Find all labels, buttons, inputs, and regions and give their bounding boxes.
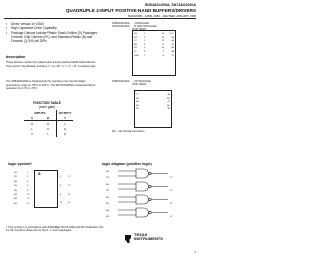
signal-name: 3B — [106, 203, 109, 205]
document-title: QUADRUPLE 2-INPUT POSITIVE-NAND BUFFERS/DRIVERS — [65, 8, 196, 13]
feature-item: ▪ High Capacitive-Drive Capability — [6, 26, 98, 30]
pin-name: 1Y — [134, 40, 137, 43]
signal-name: 2A — [14, 180, 17, 183]
pin-name: GND — [134, 54, 139, 57]
caption-line: SN54AS1000A . . . FK PACKAGE — [112, 80, 151, 83]
description-heading: description — [6, 55, 26, 59]
signal-name: 1Y — [170, 176, 173, 179]
table-cell: H — [63, 132, 67, 137]
column-header: A — [24, 115, 40, 121]
pin-number: 4 — [27, 180, 29, 183]
pin-number: 1 — [144, 33, 146, 35]
pin-name: NC — [136, 104, 140, 107]
description-paragraph: The SN54AS1000A is characterized for operation over the full military temperature range of –55°C to 125°C. The SN74AS1000A is characterized for operation from 0°C to 70°C. — [6, 80, 96, 91]
logic-symbol-heading: logic symbol† — [8, 162, 32, 166]
description-paragraph: These devices contain four independent 2-input positive-NAND buffers/drivers. They perform the Boolean functions Y = (A • B)‾ or Y = A‾ + B‾ in positive logic. — [6, 61, 97, 68]
pin-number: 5 — [27, 185, 29, 188]
pin-name: 1B — [134, 36, 137, 39]
dip-right-pin-numbers — [162, 33, 164, 58]
signal-name: 2Y — [170, 189, 173, 192]
footnote: † This symbol is in accordance with ANSI/IEEE Std 91-1984 and IEC Publication 617-12. Pin numbers shown are for the D, J, and N packages. — [6, 226, 105, 233]
feature-item: ▪ Package Options Include Plastic Small-Outline (D) Packages, Ceramic Chip Carriers (FK), and Standard Plastic (N) and Ceramic (J) 300-mil DIPs — [6, 31, 98, 44]
function-table-subtitle: (each gate) — [38, 104, 56, 109]
pin-name: 1Y — [136, 94, 139, 96]
symbol-input-names — [14, 171, 17, 206]
pin-number: 11 — [161, 43, 164, 46]
fk-note: NC – No internal connection — [112, 130, 145, 133]
symbol-output-names — [68, 173, 71, 208]
table-cell: H — [40, 121, 57, 127]
nand-gate — [118, 208, 168, 217]
signal-name: 1Y — [68, 176, 71, 178]
table-row — [24, 127, 73, 132]
dip-right-pin-names — [169, 33, 174, 58]
caption-line: SN54AS1000A . . . J PACKAGE — [112, 22, 149, 25]
table-cell: X — [40, 127, 57, 132]
pin-number: 8 — [60, 193, 62, 196]
pin-name: 4A — [167, 94, 170, 96]
fk-package-caption — [112, 80, 194, 86]
pin-name: 3B — [171, 47, 174, 50]
pin-number: 2 — [144, 36, 146, 39]
dip-left-pin-numbers — [144, 33, 145, 58]
company-logo-text — [134, 233, 163, 242]
signal-name: 4Y — [68, 202, 71, 205]
signal-name: 4Y — [170, 215, 173, 218]
signal-name: 2B — [14, 185, 17, 188]
date-line: SDAS030B – APRIL 1982 – REVISED JANUARY 1995 — [127, 14, 196, 18]
table-cell: X — [30, 132, 33, 137]
pin-number: 6 — [144, 50, 146, 53]
pin-name: VCC — [169, 33, 174, 35]
table-cell: H — [30, 121, 34, 126]
pin-number: 14 — [161, 33, 164, 35]
caption-line: SN74AS1000A . . . D OR N PACKAGE — [112, 25, 157, 29]
function-table — [24, 110, 73, 137]
pin-name: 2A — [134, 43, 137, 46]
signal-name: 1A — [14, 172, 17, 174]
nand-gate — [118, 169, 168, 178]
pin-name: 3B — [167, 108, 170, 111]
signal-name: 3B — [14, 194, 17, 197]
pin-name: 4B — [171, 36, 174, 39]
page-number: 1 — [194, 250, 196, 254]
feature-list — [6, 22, 98, 43]
pin-number: 13 — [161, 36, 164, 39]
pin-name: NC — [166, 104, 170, 107]
pin-number: 3 — [144, 40, 146, 43]
logic-diagram — [106, 168, 194, 220]
signal-name: 3A — [106, 196, 109, 199]
table-cell: L — [40, 132, 57, 137]
pin-name: 4Y — [171, 43, 174, 46]
signal-name: 3Y — [68, 193, 71, 196]
pin-name: 3A — [171, 50, 174, 53]
pin-number: 6 — [60, 184, 62, 187]
pin-name: 1A — [134, 33, 137, 35]
diagram-output-names — [170, 172, 173, 224]
pin-name: 2A — [136, 101, 139, 104]
pin-number: 3 — [60, 176, 62, 178]
signal-name: 1B — [14, 176, 17, 179]
header-rule — [4, 18, 196, 19]
table-cell: L — [64, 121, 66, 126]
signal-name: 2B — [106, 190, 109, 192]
logo-line: INSTRUMENTS — [134, 236, 163, 242]
pin-number: 5 — [144, 47, 146, 50]
dip-left-pin-names — [134, 33, 139, 58]
table-row — [24, 132, 73, 137]
output-group-header: OUTPUT — [58, 110, 72, 115]
dip-package-outline — [132, 30, 176, 76]
nand-gate — [118, 195, 168, 204]
feature-item: ▪ Driver Version of ’AS00 — [6, 22, 98, 26]
function-table-title — [16, 102, 78, 109]
pin-number: 11 — [60, 202, 63, 205]
fk-right-pin-names — [167, 94, 170, 112]
table-cell: H — [63, 127, 67, 132]
signal-name: 4B — [106, 216, 109, 218]
signal-name: 4A — [106, 209, 109, 212]
column-header: B — [40, 115, 57, 121]
pin-number: 13 — [27, 202, 30, 205]
signal-name: 4B — [14, 202, 17, 205]
symbol-input-pins — [27, 171, 29, 206]
pin-name: NC — [136, 97, 140, 100]
pin-name: 2Y — [134, 50, 137, 53]
logic-diagram-heading: logic diagram (positive logic) — [102, 162, 152, 166]
fk-package-outline — [134, 90, 172, 128]
pin-name: 4Y — [167, 101, 170, 104]
pin-number: 4 — [144, 43, 146, 46]
nand-gate — [118, 182, 168, 191]
pin-number: 2 — [27, 176, 29, 179]
signal-name: 2A — [106, 183, 109, 186]
pin-number: 10 — [27, 194, 30, 197]
pin-number: 7 — [144, 54, 146, 57]
pin-number: 9 — [162, 50, 164, 53]
pin-number: 12 — [161, 40, 164, 43]
pin-number: 9 — [27, 189, 29, 192]
function-table-heading: FUNCTION TABLE — [33, 101, 61, 105]
fk-left-pin-names — [136, 94, 139, 112]
pin-name: 2B — [136, 108, 139, 111]
caption-line: (TOP VIEW) — [132, 28, 147, 32]
pin-name: NC — [166, 97, 170, 100]
pin-number: 8 — [162, 54, 164, 57]
signal-name: 2Y — [68, 184, 71, 187]
signal-name: 3Y — [170, 202, 173, 205]
column-header: Y — [57, 115, 74, 121]
signal-name: 1A — [106, 170, 109, 173]
table-cell: L — [31, 127, 33, 132]
part-numbers: SN54AS1000A, SN74AS1000A — [144, 3, 196, 7]
pin-number: 10 — [161, 47, 164, 50]
signal-name: 4A — [14, 198, 17, 201]
texas-instruments-logo-icon — [124, 234, 133, 244]
and-operator: & — [38, 172, 41, 176]
signal-name: 3A — [14, 189, 17, 192]
pin-name: 3Y — [171, 54, 174, 57]
logo-line: TEXAS — [134, 232, 148, 237]
inputs-group-header: INPUTS — [24, 110, 57, 115]
symbol-output-pins — [60, 173, 62, 208]
table-row — [24, 121, 73, 127]
pin-name: 4A — [171, 40, 174, 43]
pin-name: 2B — [134, 47, 137, 50]
diagram-input-names — [106, 169, 109, 221]
signal-name: 1B — [106, 177, 109, 179]
pin-number: 1 — [27, 172, 29, 174]
caption-line: (TOP VIEW) — [132, 83, 147, 87]
pin-number: 12 — [27, 198, 30, 201]
